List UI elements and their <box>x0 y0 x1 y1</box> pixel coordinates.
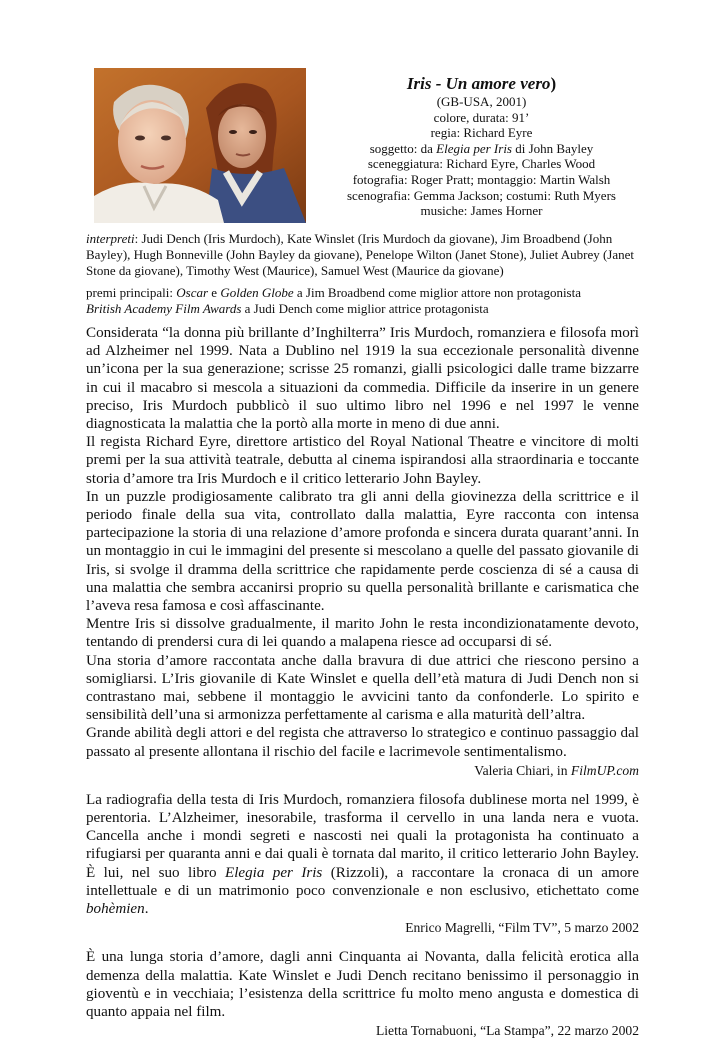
review-signature: Enrico Magrelli, “Film TV”, 5 marzo 2002 <box>405 920 639 936</box>
review-chiari <box>86 324 639 779</box>
film-sheet <box>86 66 639 1039</box>
cast-label: interpreti <box>86 231 135 246</box>
awards-line-1: premi principali: Oscar e Golden Globe a Jim Broadbend come miglior attore non protagonista <box>86 285 582 300</box>
film-origin: (GB-USA, 2001) <box>436 94 527 109</box>
review-magrelli <box>86 791 639 936</box>
review-signature: Lietta Tornabuoni, “La Stampa”, 22 marzo 2002 <box>375 1023 639 1039</box>
film-still-photo <box>94 68 306 223</box>
review-paragraph: Una storia d’amore raccontata anche dalla bravura di due attrici che riescono persino a somigliarsi. L’Iris giovanile di Kate Winslet e quella dell’età matura di Judi Dench non si contrastano mai, sebbene il montaggio le avvicini tanto da confonderle. Lo spirito e sensibilità dell’una si armonizza perfettamente al carisma e alla maturità dell’altra. <box>86 652 639 724</box>
awards <box>86 285 639 316</box>
review-paragraph: Il regista Richard Eyre, direttore artistico del Royal National Theatre e vincitore di molti premi per la sua attività teatrale, debutta al cinema ispirandosi alla straordinaria e toccante storia d’amore tra Iris Murdoch e il critico letterario John Bayley. <box>86 434 639 487</box>
review-paragraph: Mentre Iris si dissolve gradualmente, il marito John le resta incondizionatamente devoto, tentando di prendersi cura di lei quando a malapena riesce ad occuparsi di sé. <box>86 616 639 651</box>
review-tornabuoni <box>86 948 639 1039</box>
cast-text: : Judi Dench (Iris Murdoch), Kate Winslet (Iris Murdoch da giovane), Jim Broadbend (John Bayley), Hugh Bonneville (John Bayley da giovane), Penelope Wilton (Janet Stone), Juliet Aubrey (Janet Stone da giovane), Timothy West (Maurice), Samuel West (Maurice da giovane) <box>86 231 635 278</box>
review-paragraph: Grande abilità degli attori e del regista che attraverso lo strategico e continuo passaggio dal passato al presente allontana il rischio del facile e lacrimevole sentimentalismo. <box>86 725 639 760</box>
film-photography: fotografia: Roger Pratt; montaggio: Martin Walsh <box>352 171 611 187</box>
review-signature: Valeria Chiari, in FilmUP.com <box>474 762 639 778</box>
header <box>86 66 639 226</box>
film-music: musiche: James Horner <box>420 203 543 219</box>
film-design: scenografia: Gemma Jackson; costumi: Ruth Myers <box>347 187 616 203</box>
review-paragraph: La radiografia della testa di Iris Murdoch, romanziera filosofa dublinese morta nel 1999, è perentoria. L’Alzheimer, inesorabile, trasforma il cervello in una landa nera e vuota. Cancella anche i mondi segreti e nascosti nei quali la protagonista ha continuato a rifugiarsi per quaranta anni e dai quali è tornata dal marito, il critico letterario John Bayley. È lui, nel suo libro Elegia per Iris (Rizzoli), a raccontare la cronaca di un amore intellettuale e di un matrimonio poco convenzionale e non esclusivo, etichettato come bohèmien. <box>86 791 640 918</box>
film-color-duration: colore, durata: 91’ <box>433 109 530 125</box>
film-title: Iris - Un amore vero) <box>406 74 557 93</box>
review-paragraph: Considerata “la donna più brillante d’Inghilterra” Iris Murdoch, romanziera e filosofa morì ad Alzheimer nel 1999. Nata a Dublino nel 1919 la sua eccezionale personalità divenne un’icona per la sua generazione; scrisse 25 romanzi, gialli psicologici dalle trame bizzarre in cui il macabro si mescola a situazioni da commedia. Difficile da inserire in un genere preciso, Iris Murdoch pubblicò il suo ultimo libro nel 1996 e nel 1997 le venne diagnosticata la malattia che la portò alla morte in meno di due anni. <box>86 325 639 433</box>
film-credits <box>324 74 639 219</box>
review-paragraph: È una lunga storia d’amore, dagli anni Cinquanta ai Novanta, dalla felicità erotica alla demenza della malattia. Kate Winslet e Judi Dench recitano benissimo il personaggio in gioventù e in vecchiaia; l’esistenza della scrittrice fu molto meno angusta e domestica di quanto appaia nel film. <box>86 949 639 1020</box>
awards-line-2: British Academy Film Awards a Judi Dench come miglior attrice protagonista <box>86 300 489 316</box>
cast-list <box>86 231 639 279</box>
film-story: soggetto: da Elegia per Iris di John Bayley <box>369 140 594 156</box>
film-screenplay: sceneggiatura: Richard Eyre, Charles Wood <box>367 156 596 172</box>
review-paragraph: In un puzzle prodigiosamente calibrato tra gli anni della giovinezza della scrittrice e il periodo finale della sua vita, controllato dalla malattia, Eyre racconta con intensa partecipazione la storia di una relazione d’amore profonda e sincera durata quarant’anni. In un montaggio in cui le immagini del presente si mescolano a quelle del passato giovanile di Iris, si svolge il dramma della scrittrice che rapidamente perde coscienza di sé a causa di una malattia che sembra accanirsi proprio su quella personalità brillante e carismatica che l’aveva resa famosa e così affascinante. <box>86 488 639 615</box>
film-direction: regia: Richard Eyre <box>430 125 533 141</box>
